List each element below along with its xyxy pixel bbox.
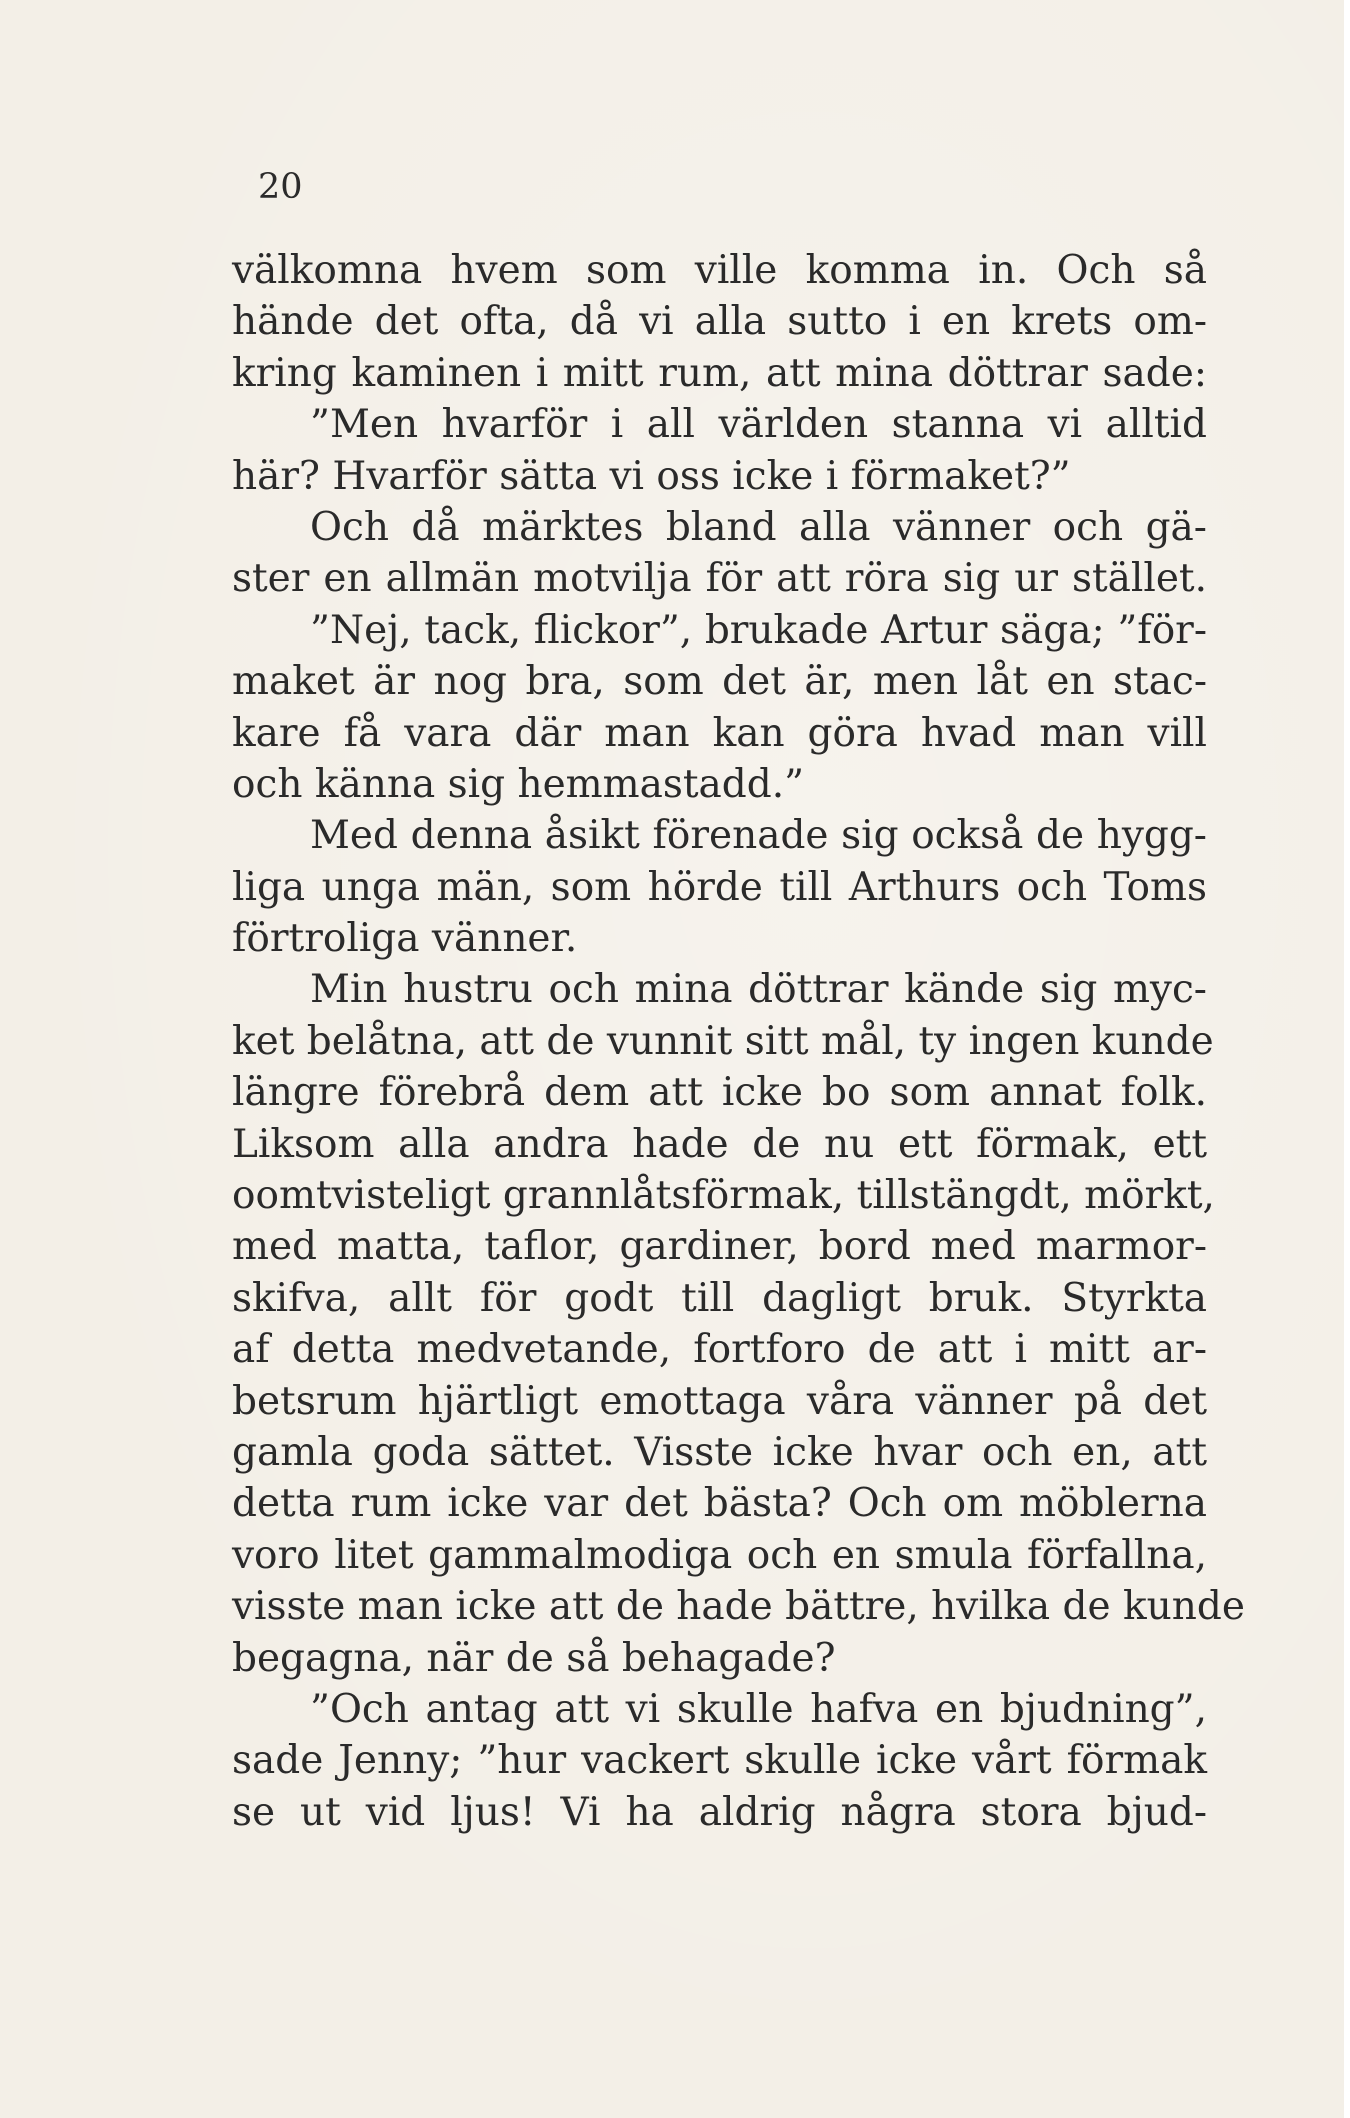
text-line: ”Och antag att vi skulle hafva en bjudning”, (310, 1686, 1207, 1732)
text-line: visste man icke att de hade bättre, hvilka de kunde (232, 1584, 1245, 1630)
text-line: skifva, allt för godt till dagligt bruk. Styrkta (232, 1275, 1207, 1321)
text-line: och känna sig hemmastadd.” (232, 761, 805, 807)
text-line: hände det ofta, då vi alla sutto i en krets om- (232, 299, 1207, 345)
text-line: oomtvisteligt grannlåtsförmak, tillstängdt, mörkt, (232, 1173, 1215, 1219)
text-line: längre förebrå dem att icke bo som annat folk. (232, 1070, 1207, 1116)
page-number: 20 (258, 167, 303, 207)
text-line: begagna, när de så behagade? (232, 1635, 836, 1681)
text-line: se ut vid ljus! Vi ha aldrig några stora bjud- (232, 1789, 1207, 1835)
text-line: voro litet gammalmodiga och en smula förfallna, (232, 1532, 1207, 1578)
page-edge (1344, 0, 1350, 2118)
text-line: betsrum hjärtligt emottaga våra vänner på det (232, 1378, 1207, 1424)
text-line: ”Men hvarför i all världen stanna vi alltid (310, 402, 1207, 448)
text-line: gamla goda sättet. Visste icke hvar och en, att (232, 1429, 1207, 1475)
text-line: detta rum icke var det bästa? Och om möblerna (232, 1481, 1207, 1527)
text-line: kare få vara där man kan göra hvad man vill (232, 710, 1207, 756)
text-line: här? Hvarför sätta vi oss icke i förmaket?” (232, 453, 1071, 499)
text-line: maket är nog bra, som det är, men låt en stac- (232, 659, 1207, 705)
text-line: med matta, taflor, gardiner, bord med marmor- (232, 1224, 1207, 1270)
text-line: Med denna åsikt förenade sig också de hygg- (310, 813, 1207, 859)
text-line: Liksom alla andra hade de nu ett förmak, ett (232, 1121, 1207, 1167)
text-line: Min hustru och mina döttrar kände sig myc- (310, 967, 1207, 1013)
text-line: kring kaminen i mitt rum, att mina döttrar sade: (232, 350, 1207, 396)
text-line: af detta medvetande, fortforo de att i mitt ar- (232, 1327, 1207, 1373)
text-line: Och då märktes bland alla vänner och gä- (310, 504, 1207, 550)
text-line: ket belåtna, att de vunnit sitt mål, ty ingen kunde (232, 1018, 1214, 1064)
text-line: välkomna hvem som ville komma in. Och så (232, 248, 1207, 293)
text-line: sade Jenny; ”hur vackert skulle icke vårt förmak (232, 1738, 1207, 1784)
text-line: liga unga män, som hörde till Arthurs och Toms (232, 864, 1207, 910)
body-text (232, 245, 1245, 1838)
text-line: ster en allmän motvilja för att röra sig ur stället. (232, 556, 1207, 602)
text-line: förtroliga vänner. (232, 916, 578, 962)
text-line: ”Nej, tack, flickor”, brukade Artur säga; ”för- (310, 607, 1207, 653)
